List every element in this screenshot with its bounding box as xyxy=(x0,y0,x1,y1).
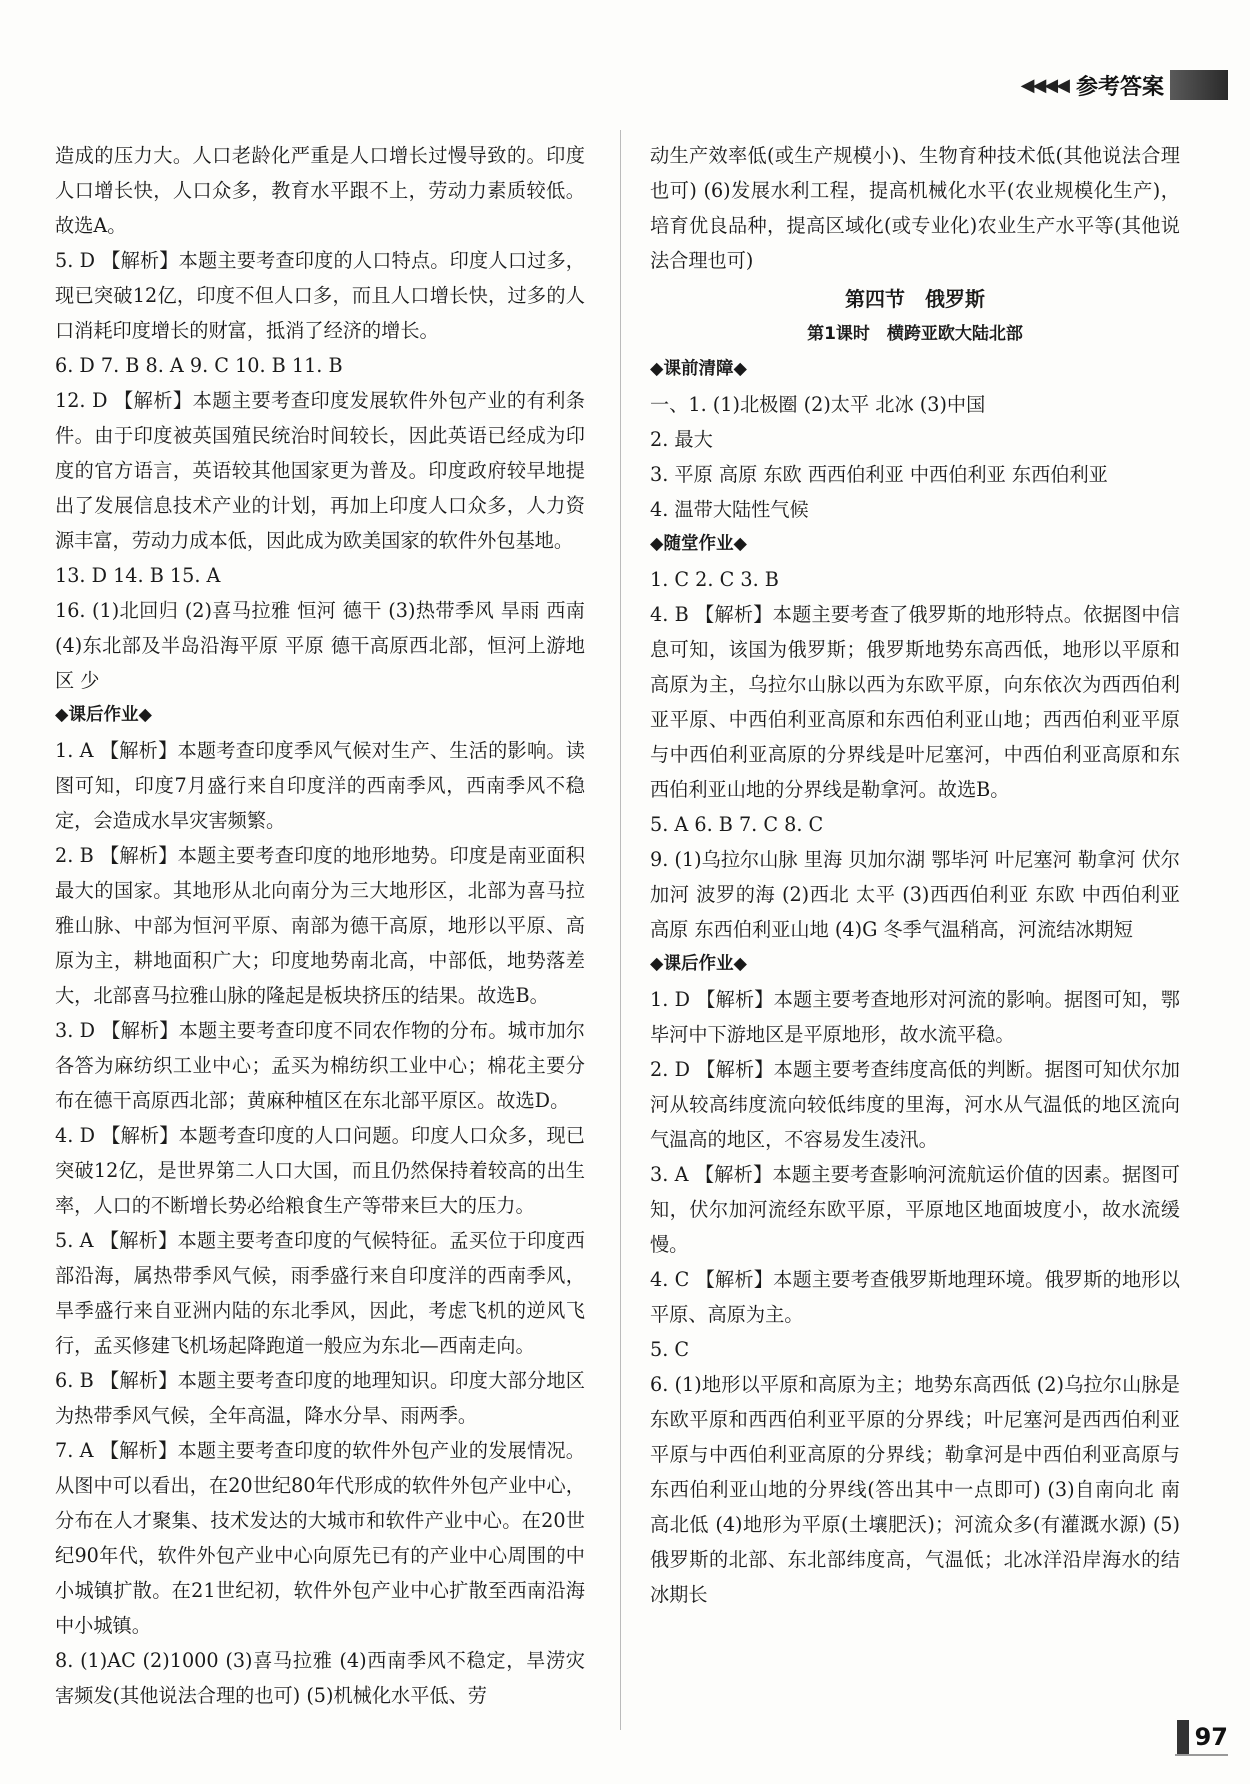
section-tag: ◆课后作业◆ xyxy=(55,705,152,725)
paragraph: 3. A 【解析】本题主要考查影响河流航运价值的因素。据图可知，伏尔加河流经东欧平原，平原地区地面坡度小，故水流缓慢。 xyxy=(650,1163,1180,1256)
paragraph: 动生产效率低(或生产规模小)、生物育种技术低(其他说法合理也可) (6)发展水利工程，提高机械化水平(农业规模化生产)，培育优良品种，提高区域化(或专业化)农业生产水平等(其他说法合理也可) xyxy=(650,144,1180,272)
paragraph: 6. (1)地形以平原和高原为主；地势东高西低 (2)乌拉尔山脉是东欧平原和西西伯利亚平原的分界线；叶尼塞河是西西伯利亚平原与中西伯利亚高原的分界线；勒拿河是中西伯利亚高原与东西伯利亚山地的分界线(答出其中一点即可) (3)自南向北 南高北低 (4)地形为平原(土壤肥沃)；河流众多(有灌溉水源) (5)俄罗斯的北部、东北部纬度高，气温低；北冰洋沿岸海水的结冰期长 xyxy=(650,1373,1180,1606)
paragraph: 6. B 【解析】本题主要考查印度的地理知识。印度大部分地区为热带季风气候，全年高温，降水分旱、雨两季。 xyxy=(55,1369,585,1427)
paragraph: 5. C xyxy=(650,1338,690,1361)
paragraph: 1. A 【解析】本题考查印度季风气候对生产、生活的影响。读图可知，印度7月盛行来自印度洋的西南季风，西南季风不稳定，会造成水旱灾害频繁。 xyxy=(55,739,585,832)
paragraph: 4. C 【解析】本题主要考查俄罗斯地理环境。俄罗斯的地形以平原、高原为主。 xyxy=(650,1268,1180,1326)
paragraph: 一、1. (1)北极圈 (2)太平 北冰 (3)中国 xyxy=(650,393,986,416)
paragraph: 13. D 14. B 15. A xyxy=(55,564,221,587)
right-column xyxy=(650,138,1180,1612)
section-tag: ◆随堂作业◆ xyxy=(650,534,747,554)
column-divider xyxy=(620,130,621,1730)
lesson-title: 第1课时 横跨亚欧大陆北部 xyxy=(807,324,1023,344)
page-number: 97 xyxy=(1194,1723,1228,1751)
paragraph: 4. 温带大陆性气候 xyxy=(650,498,809,521)
paragraph: 12. D 【解析】本题主要考查印度发展软件外包产业的有利条件。由于印度被英国殖民统治时间较长，因此英语已经成为印度的官方语言，英语较其他国家更为普及。印度政府较早地提出了发展信息技术产业的计划，再加上印度人口众多，人力资源丰富，劳动力成本低，因此成为欧美国家的软件外包基地。 xyxy=(55,389,585,552)
paragraph: 造成的压力大。人口老龄化严重是人口增长过慢导致的。印度人口增长快，人口众多，教育水平跟不上，劳动力素质较低。故选A。 xyxy=(55,144,585,237)
paragraph: 7. A 【解析】本题主要考查印度的软件外包产业的发展情况。从图中可以看出，在20世纪80年代形成的软件外包产业中心，分布在人才聚集、技术发达的大城市和软件产业中心。在20世纪90年代，软件外包产业中心向原先已有的产业中心周围的中小城镇扩散。在21世纪初，软件外包产业中心扩散至西南沿海中小城镇。 xyxy=(55,1439,585,1637)
paragraph: 2. D 【解析】本题主要考查纬度高低的判断。据图可知伏尔加河从较高纬度流向较低纬度的里海，河水从气温低的地区流向气温高的地区，不容易发生凌汛。 xyxy=(650,1058,1180,1151)
header-title: 参考答案 xyxy=(1075,74,1164,100)
paragraph: 2. 最大 xyxy=(650,428,713,451)
paragraph: 5. A 【解析】本题主要考查印度的气候特征。孟买位于印度西部沿海，属热带季风气候，雨季盛行来自印度洋的西南季风，旱季盛行来自亚洲内陆的东北季风，因此，考虑飞机的逆风飞行，孟买修建飞机场起降跑道一般应为东北—西南走向。 xyxy=(55,1229,585,1357)
page-footer xyxy=(1177,1720,1228,1754)
page-number-bar xyxy=(1177,1720,1189,1754)
paragraph: 9. (1)乌拉尔山脉 里海 贝加尔湖 鄂毕河 叶尼塞河 勒拿河 伏尔加河 波罗的海 (2)西北 太平 (3)西西伯利亚 东欧 中西伯利亚高原 东西伯利亚山地 (4)G 冬季气温稍高，河流结冰期短 xyxy=(650,848,1180,941)
paragraph: 6. D 7. B 8. A 9. C 10. B 11. B xyxy=(55,354,343,377)
left-column xyxy=(55,138,585,1713)
section-title: 第四节 俄罗斯 xyxy=(845,287,985,311)
page-header xyxy=(1021,68,1228,102)
footer-line xyxy=(1175,1754,1228,1756)
paragraph: 4. D 【解析】本题考查印度的人口问题。印度人口众多，现已突破12亿，是世界第二人口大国，而且仍然保持着较高的出生率，人口的不断增长势必给粮食生产等带来巨大的压力。 xyxy=(55,1124,585,1217)
paragraph: 1. D 【解析】本题主要考查地形对河流的影响。据图可知，鄂毕河中下游地区是平原地形，故水流平稳。 xyxy=(650,988,1180,1046)
paragraph: 5. D 【解析】本题主要考查印度的人口特点。印度人口过多，现已突破12亿，印度不但人口多，而且人口增长快，过多的人口消耗印度增长的财富，抵消了经济的增长。 xyxy=(55,249,585,342)
section-tag: ◆课后作业◆ xyxy=(650,954,747,974)
paragraph: 4. B 【解析】本题主要考查了俄罗斯的地形特点。依据图中信息可知，该国为俄罗斯；俄罗斯地势东高西低，地形以平原和高原为主，乌拉尔山脉以西为东欧平原，向东依次为西西伯利亚平原、中西伯利亚高原和东西伯利亚山地；西西伯利亚平原与中西伯利亚高原的分界线是叶尼塞河，中西伯利亚高原和东西伯利亚山地的分界线是勒拿河。故选B。 xyxy=(650,603,1180,801)
paragraph: 16. (1)北回归 (2)喜马拉雅 恒河 德干 (3)热带季风 旱雨 西南 (4)东北部及半岛沿海平原 平原 德干高原西北部，恒河上游地区 少 xyxy=(55,599,585,692)
paragraph: 3. 平原 高原 东欧 西西伯利亚 中西伯利亚 东西伯利亚 xyxy=(650,463,1108,486)
paragraph: 8. (1)AC (2)1000 (3)喜马拉雅 (4)西南季风不稳定，旱涝灾害频发(其他说法合理的也可) (5)机械化水平低、劳 xyxy=(55,1649,585,1707)
paragraph: 1. C 2. C 3. B xyxy=(650,568,779,591)
paragraph: 2. B 【解析】本题主要考查印度的地形地势。印度是南亚面积最大的国家。其地形从北向南分为三大地形区，北部为喜马拉雅山脉、中部为恒河平原、南部为德干高原，地形以平原、高原为主，耕地面积广大；印度地势南北高，中部低，地势落差大，北部喜马拉雅山脉的隆起是板块挤压的结果。故选B。 xyxy=(55,844,585,1007)
paragraph: 5. A 6. B 7. C 8. C xyxy=(650,813,824,836)
arrows-icon: ◀◀◀◀ xyxy=(1020,74,1068,96)
section-tag: ◆课前清障◆ xyxy=(650,359,747,379)
paragraph: 3. D 【解析】本题主要考查印度不同农作物的分布。城市加尔各答为麻纺织工业中心；孟买为棉纺织工业中心；棉花主要分布在德干高原西北部；黄麻种植区在东北部平原区。故选D。 xyxy=(55,1019,585,1112)
header-bar xyxy=(1170,70,1228,100)
